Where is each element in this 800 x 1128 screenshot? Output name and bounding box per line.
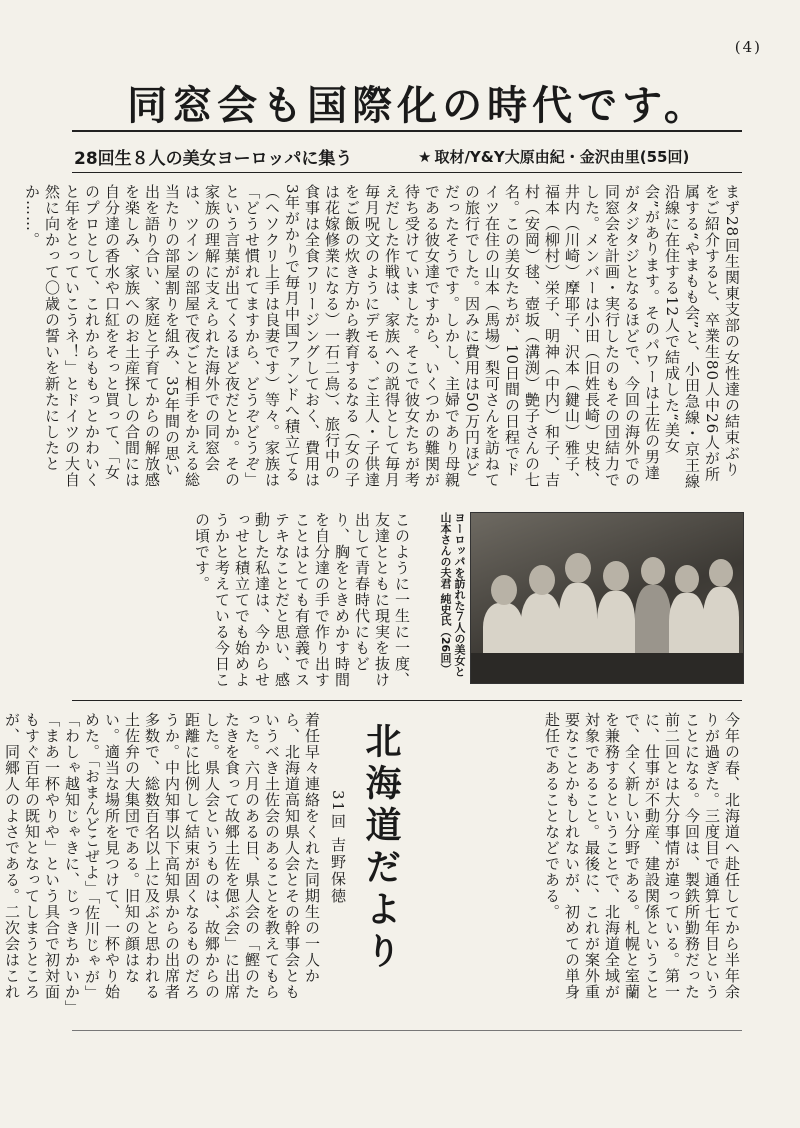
page-headline: 同窓会も国際化の時代です。 bbox=[127, 83, 709, 129]
hokkaido-title: 北海道だより bbox=[360, 722, 401, 974]
group-photo bbox=[470, 512, 744, 684]
article-body-upper: まず28回生関東支部の女性達の結束ぶりをご紹介すると、卒業生80人中26人が所属する“やまもも会”と、小田急線・京王線沿線に在住する12人で結成した“美女会”があります。そのパワーは土佐の男達がタジタジとなるほどで、今回の海外での同窓会を計画・実行したのもその団結力でした。メンバーは小田（旧姓長崎）史枝、井内（川崎）摩耶子、沢本（鍵山）雅子、福本（柳村）栄子、明神（中内）和子、吉村（安岡）毬、壺坂（溝渕）艶子さんの七名。この美女たちが、10日間の日程でドイツ在住の山本（馬場）梨可さんを訪ねての旅行でした。因みに費用は50万円ほどだったそうです。しかし、主婦であり母親である彼女達ですから、いくつかの難関が待ち受けていました。そこで彼女たちが考えだした作戦は、家族への説得として毎月毎月呪文のようにデモる、ご主人・子供達をご飯の炊き方から教育するなる（女の子は花嫁修業になる）一石二鳥）、旅行中の食事は全食フリージングしておく、費用は3年がかりで毎月中国ファンドへ積立てる（ヘソクリ上手は良妻です）等々。家族は「どうせ慣れてますから、どうぞどうぞ」という言葉が出てくるほど夜だとか。その家族の理解に支えられた海外での同窓会は、ツインの部屋で夜ごと相手をかえる総当たりの部屋割りを組み、35年間の思い出を語り合い、家庭と子育てからの解放感を楽しみ、家族へのお土産探しの合間には自分達の香水や口紅をそっと買って、「女のプロとして、これからももっとかわいくと年をとっていこうネ！」とドイツの大自然に向かって〇歳の誓いを新たにしたとか……。 bbox=[23, 184, 741, 490]
hokkaido-body-right: 今年の春、北海道へ赴任してから半年余りが過ぎた。三度目で通算七年目ということになる。今回は、製鉄所勤務だった前二回とは大分事情が違っている。第一に、仕事が不動産、建設関係ということで、全く新しい分野である。札幌と室蘭を兼務するということで、北海道全域が対象であること。最後に、これが案外重要なことかもしれないが、初めての単身赴任であることなどである。 bbox=[543, 712, 741, 1000]
hokkaido-body-left: 着任早々連絡をくれた同期生の一人から、北海道高知県人会とその幹事会ともいうべき土佐会のあることを教えてもらった。六月のある日、県人会の「鰹のたたきを食って故郷土佐を偲ぶ会」に出席した。県人会というものは、故郷からの距離に比例して結束が固くなるものだろうか。中内知事以下高知県からの出席者多数で、総数百名以上に及ぶと思われる土佐弁の大集団である。旧知の顔はない。適当な場所を見つけて、一杯やり始めた。「おまんどこぜよ」「佐川じゃが」「わしゃ越知じゃきに、じっきちかいか」「まあ一杯やりや」という具合で初対面もすぐ百年の既知となってしまうところが、同郷人のよさである。二次会はこれ bbox=[3, 712, 321, 1009]
section-divider bbox=[72, 700, 742, 701]
article-subheadline: 28回生８人の美女ヨーロッパに集う bbox=[74, 149, 353, 169]
article-byline bbox=[418, 146, 689, 167]
page-number: (4) bbox=[734, 38, 762, 56]
star-icon: ★ bbox=[418, 148, 432, 166]
byline-text: 取材/Y&Y大原由紀・金沢由里(55回) bbox=[434, 148, 690, 166]
bottom-divider bbox=[72, 1030, 742, 1031]
hokkaido-author: 31回 吉野保徳 bbox=[329, 790, 347, 905]
article-body-lower: このように一生に一度、友達とともに現実を抜け出して青春時代にもどり、胸をときめかす時間を自分達の手で作り出すことはとても有意義でステキなことだと思い、感動した私達は、今からせっせと積立てでも始めようかと考えている今日この頃です。 bbox=[193, 512, 411, 688]
headline-divider bbox=[72, 130, 742, 132]
photo-caption: ヨーロッパを訪れた７人の美女と山本さんの夫君 純史氏（26回） bbox=[439, 512, 466, 677]
subheadline-divider bbox=[72, 172, 742, 173]
